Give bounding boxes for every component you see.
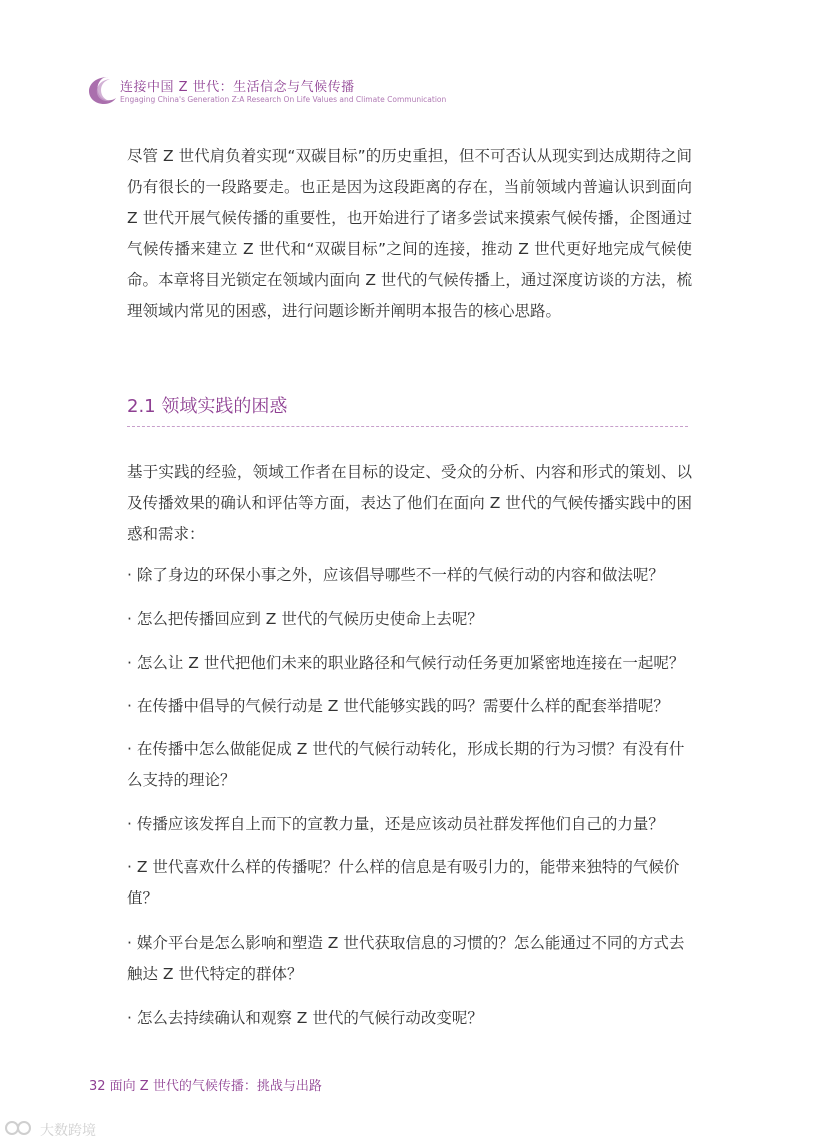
bullet-item: · 怎么让 Z 世代把他们未来的职业路径和气候行动任务更加紧密地连接在一起呢？ xyxy=(127,654,685,672)
bullet-item: · 怎么把传播回应到 Z 世代的气候历史使命上去呢？ xyxy=(127,610,483,628)
watermark xyxy=(4,1118,114,1140)
bullet-item: · 媒介平台是怎么影响和塑造 Z 世代获取信息的习惯的？怎么能通过不同的方式去触达 Z 世代特定的群体？ xyxy=(127,934,685,983)
intro-paragraph: 尽管 Z 世代肩负着实现“双碳目标”的历史重担，但不可否认从现实到达成期待之间仍有很长的一段路要走。也正是因为这段距离的存在，当前领域内普遍认识到面向 Z 世代开展气候传播的重要性，也开始进行了诸多尝试来摸索气候传播，企图通过气候传播来建立 Z 世代和“双碳目标”之间的连接，推动 Z 世代更好地完成气候使命。本章将目光锁定在领域内面向 Z 世代的气候传播上，通过深度访谈的方法，梳理领域内常见的困惑，进行问题诊断并阐明本报告的核心思路。 xyxy=(127,147,692,320)
page-header xyxy=(86,70,746,114)
page-footer: 32 面向 Z 世代的气候传播：挑战与出路 xyxy=(89,1079,322,1094)
bullet-item: · 在传播中怎么做能促成 Z 世代的气候行动转化，形成长期的行为习惯？有没有什么支持的理论？ xyxy=(127,740,685,789)
bullet-item: · 除了身边的环保小事之外，应该倡导哪些不一样的气候行动的内容和做法呢？ xyxy=(127,566,664,584)
header-title: 连接中国 Z 世代：生活信念与气候传播 xyxy=(120,80,355,95)
bullet-item: · 怎么去持续确认和观察 Z 世代的气候行动改变呢？ xyxy=(127,1009,483,1027)
lead-paragraph: 基于实践的经验，领域工作者在目标的设定、受众的分析、内容和形式的策划、以及传播效果的确认和评估等方面，表达了他们在面向 Z 世代的气候传播实践中的困惑和需求： xyxy=(127,463,692,543)
watermark-text: 大数跨境 xyxy=(40,1123,96,1139)
bullet-item: · Z 世代喜欢什么样的传播呢？什么样的信息是有吸引力的，能带来独特的气候价值？ xyxy=(127,858,680,907)
section-lead xyxy=(127,457,692,550)
crescent-logo-icon xyxy=(86,74,116,106)
section-title: 2.1 领域实践的困惑 xyxy=(127,396,288,417)
watermark-logo-icon xyxy=(4,1118,36,1138)
bullet-item: · 在传播中倡导的气候行动是 Z 世代能够实践的吗？需要什么样的配套举措呢？ xyxy=(127,697,669,715)
header-subtitle: Engaging China's Generation Z:A Research On Life Values and Climate Communication xyxy=(120,95,447,104)
intro-section xyxy=(127,141,692,327)
section-divider xyxy=(127,426,688,427)
bullet-item: · 传播应该发挥自上而下的宣教力量，还是应该动员社群发挥他们自己的力量？ xyxy=(127,815,664,833)
